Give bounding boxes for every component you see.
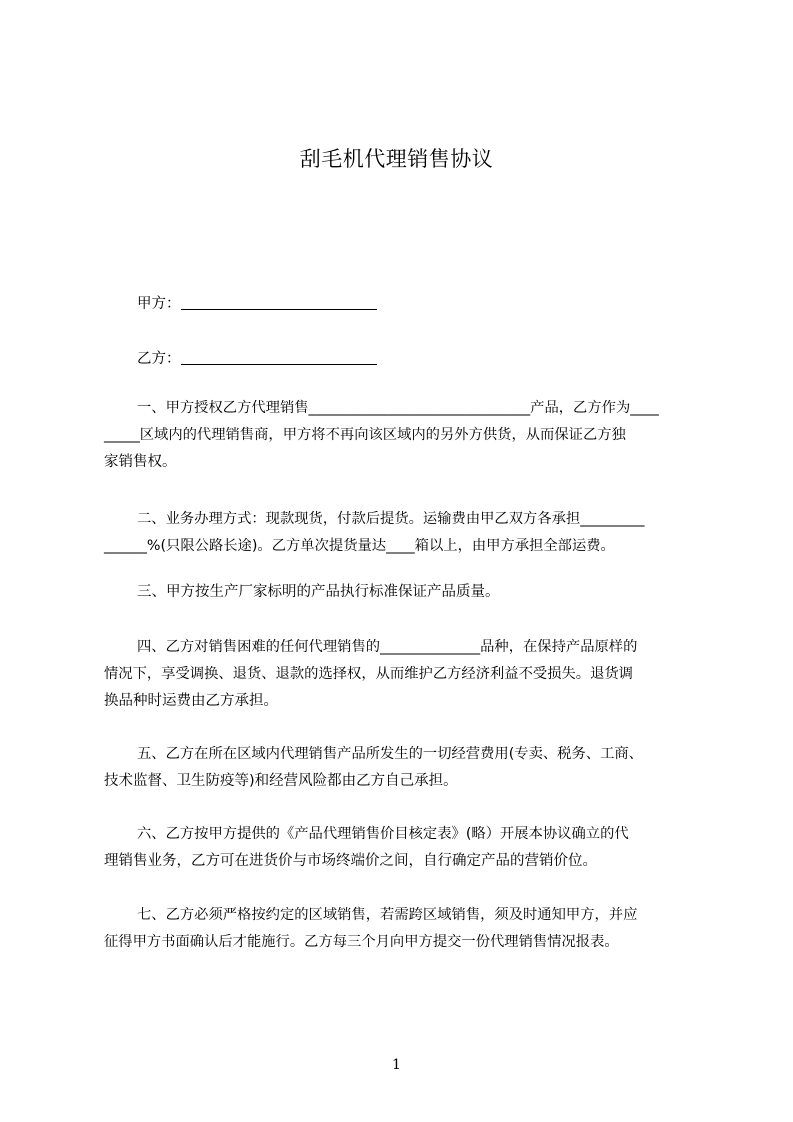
page-number: 1 [392, 1057, 401, 1073]
clause-2-line-1: 二、业务办理方式：现款现货，付款后提货。运输费由甲乙双方各承担_________ [137, 511, 645, 527]
party-a-blank [181, 294, 377, 310]
document-title: 刮毛机代理销售协议 [299, 147, 494, 171]
clause-4-line-2: 情况下，享受调换、退货、退款的选择权，从而维护乙方经济利益不受损失。退货调 [104, 666, 633, 682]
party-a-field [137, 292, 377, 313]
party-b-label: 乙方： [137, 351, 181, 367]
clause-4-line-3: 换品种时运费由乙方承担。 [104, 693, 278, 709]
party-b-blank [181, 349, 377, 365]
clause-4-line-1: 四、乙方对销售困难的任何代理销售的______________品种，在保持产品原样的 [137, 639, 638, 655]
clause-2-line-2: ______%(只限公路长途)。乙方单次提货量达____箱以上，由甲方承担全部运费。 [104, 538, 615, 554]
clause-1-line-2: _____区域内的代理销售商，甲方将不再向该区域内的另外方供货，从而保证乙方独 [104, 427, 626, 443]
clause-5-line-1: 五、乙方在所在区域内代理销售产品所发生的一切经营费用(专卖、税务、工商、 [137, 746, 643, 762]
clause-7-line-1: 七、乙方必须严格按约定的区域销售，若需跨区域销售，须及时通知甲方，并应 [137, 907, 638, 923]
clause-6-line-2: 理销售业务，乙方可在进货价与市场终端价之间，自行确定产品的营销价位。 [104, 853, 597, 869]
clause-1-line-3: 家销售权。 [104, 454, 177, 470]
party-b-field [137, 347, 377, 368]
clause-3-line-1: 三、甲方按生产厂家标明的产品执行标准保证产品质量。 [137, 584, 500, 600]
clause-6-line-1: 六、乙方按甲方提供的《产品代理销售价目核定表》(略）开展本协议确立的代 [137, 826, 629, 842]
clause-5-line-2: 技术监督、卫生防疫等)和经营风险都由乙方自己承担。 [104, 773, 458, 789]
clause-7-line-2: 征得甲方书面确认后才能施行。乙方每三个月向甲方提交一份代理销售情况报表。 [104, 934, 619, 950]
party-a-label: 甲方： [137, 296, 181, 312]
clause-1-line-1: 一、甲方授权乙方代理销售_______________________________产品，乙方作为____ [137, 400, 659, 416]
